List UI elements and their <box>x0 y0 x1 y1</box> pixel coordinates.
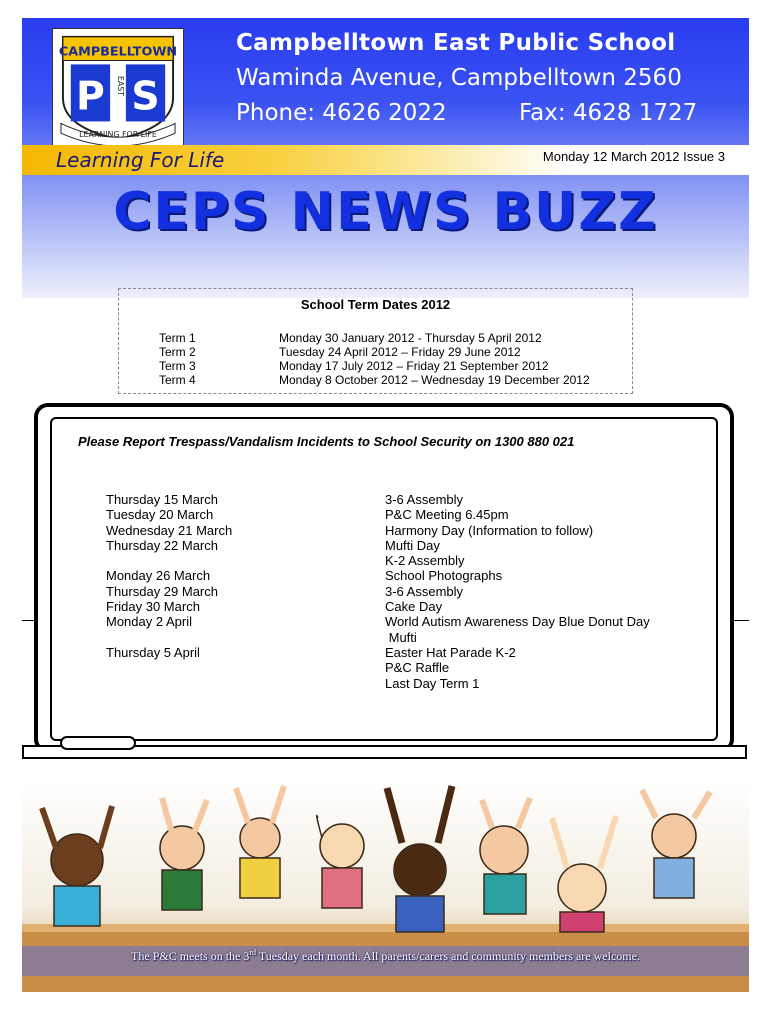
term-label: Term 2 <box>159 345 196 359</box>
event-description: World Autism Awareness Day Blue Donut Day <box>385 614 650 630</box>
event-description: 3-6 Assembly <box>385 492 464 507</box>
caption-superscript: rd <box>249 948 257 957</box>
event-description: Mufti <box>385 629 417 645</box>
logo-top-text: CAMPBELLTOWN <box>58 44 178 60</box>
term-date-ranges <box>279 331 590 387</box>
school-address: Waminda Avenue, Campbelltown 2560 <box>236 65 682 91</box>
school-fax: Fax: 4628 1727 <box>519 100 698 126</box>
event-description: Last Day Term 1 <box>385 675 480 691</box>
divider-right <box>734 620 749 621</box>
issue-date: Monday 12 March 2012 Issue 3 <box>542 149 725 164</box>
event-date: Thursday 15 March <box>106 492 218 507</box>
event-date: Friday 30 March <box>106 599 200 615</box>
event-description: Harmony Day (Information to follow) <box>385 522 594 538</box>
logo-letter-left: P <box>76 73 105 120</box>
event-description: K-2 Assembly <box>385 553 465 569</box>
event-dates <box>106 492 232 660</box>
term-label: Term 4 <box>159 373 196 387</box>
event-date: Monday 26 March <box>106 568 211 584</box>
event-description: School Photographs <box>385 568 503 584</box>
logo-ribbon-text: LEARNING FOR LIFE <box>79 130 157 140</box>
pc-meeting-caption <box>22 948 749 964</box>
term-date-range: Monday 17 July 2012 – Friday 21 September 2012 <box>279 359 549 373</box>
child-face-icon <box>394 844 446 896</box>
term-date-range: Monday 30 January 2012 - Thursday 5 April 2012 <box>279 331 542 345</box>
event-descriptions <box>385 492 650 691</box>
term-date-range: Tuesday 24 April 2012 – Friday 29 June 2012 <box>279 345 521 359</box>
term-dates-title: School Term Dates 2012 <box>300 297 451 312</box>
school-logo <box>52 28 184 148</box>
event-date: Thursday 29 March <box>106 583 218 599</box>
event-date-spacer <box>106 553 232 568</box>
event-date: Wednesday 21 March <box>106 522 233 538</box>
newsletter-title: CEPS NEWS BUZZ <box>113 182 658 242</box>
caption-text: The P&C meets on the 3 <box>131 949 250 963</box>
security-notice: Please Report Trespass/Vandalism Incidents to School Security on 1300 880 021 <box>78 434 575 449</box>
term-label: Term 1 <box>159 331 196 345</box>
child-face-icon <box>160 826 204 870</box>
divider-left <box>22 620 34 621</box>
motto-bar <box>22 145 749 175</box>
term-date-range: Monday 8 October 2012 – Wednesday 19 December 2012 <box>279 373 590 387</box>
event-date: Thursday 22 March <box>106 537 218 553</box>
event-date-spacer <box>106 630 232 645</box>
child-face-icon <box>320 824 364 868</box>
event-date: Monday 2 April <box>106 614 192 630</box>
term-label: Term 3 <box>159 359 196 373</box>
school-motto: Learning For Life <box>56 148 225 172</box>
child-face-icon <box>51 834 103 886</box>
term-dates-box <box>118 288 633 394</box>
logo-letter-right: S <box>131 73 160 120</box>
child-face-icon <box>558 864 606 912</box>
event-description: Mufti Day <box>385 537 440 553</box>
caption-text: Tuesday each month. All parents/carers and community members are welcome. <box>256 949 640 963</box>
child-face-icon <box>480 826 528 874</box>
event-description: Easter Hat Parade K-2 <box>385 644 516 660</box>
event-description: P&C Raffle <box>385 660 450 676</box>
event-date: Thursday 5 April <box>106 644 200 660</box>
school-phone: Phone: 4626 2022 <box>236 100 447 126</box>
classroom-illustration <box>22 778 749 992</box>
event-date: Tuesday 20 March <box>106 507 214 523</box>
term-labels <box>159 331 196 387</box>
school-crest-icon <box>53 29 183 147</box>
child-face-icon <box>652 814 696 858</box>
chalkboard-eraser-icon <box>60 736 136 750</box>
event-description: Cake Day <box>385 599 443 615</box>
child-face-icon <box>240 818 280 858</box>
event-description: 3-6 Assembly <box>385 583 464 599</box>
school-name: Campbelltown East Public School <box>236 30 676 56</box>
event-description: P&C Meeting 6.45pm <box>385 507 509 523</box>
logo-middle-text: EAST <box>116 75 125 97</box>
